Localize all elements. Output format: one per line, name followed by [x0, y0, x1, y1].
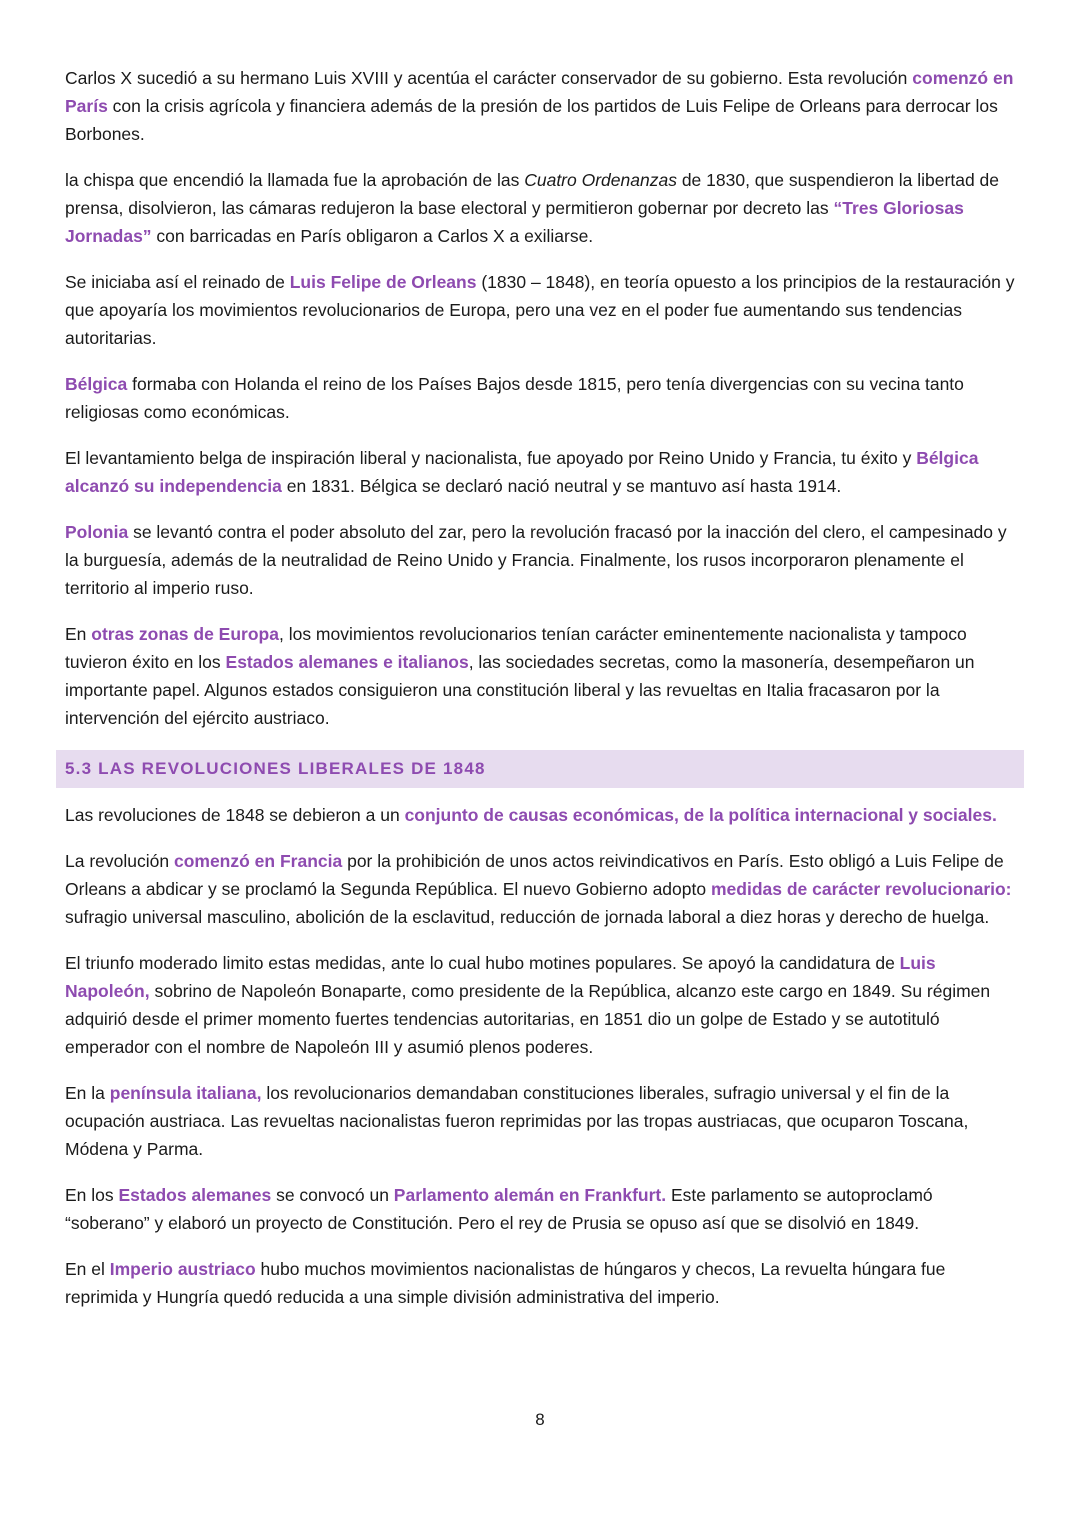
text-run: hubo muchos movimientos nacionalistas de húngaros y checos, La revuelta húngara fue reprimida y Hungría quedó reducida a una simple división administrativa del imperio.	[65, 1259, 946, 1307]
highlighted-term: Parlamento alemán en Frankfurt.	[393, 1185, 667, 1205]
text-run: La revolución	[65, 851, 174, 871]
highlighted-term: Imperio austriaco	[109, 1259, 256, 1279]
text-run: , los movimientos revolucionarios tenían carácter eminentemente nacionalista y tampoco tuvieron éxito en los	[65, 624, 967, 672]
text-run: con barricadas en París obligaron a Carlos X a exiliarse.	[151, 226, 594, 246]
text-run: Se iniciaba así el reinado de	[65, 272, 290, 292]
paragraph	[65, 847, 1015, 931]
text-run: se convocó un	[271, 1185, 394, 1205]
text-run: En los	[65, 1185, 119, 1205]
highlighted-term: Luis Napoleón,	[65, 953, 936, 1001]
text-run: Este parlamento se autoproclamó “soberano” y elaboró un proyecto de Constitución. Pero el rey de Prusia se opuso así que se disolvió en 1849.	[65, 1185, 933, 1233]
paragraph	[65, 1079, 1015, 1163]
text-run: en 1831. Bélgica se declaró nació neutral y se mantuvo así hasta 1914.	[281, 476, 842, 496]
paragraph	[65, 370, 1015, 426]
highlighted-term: medidas de carácter revolucionario:	[710, 879, 1012, 899]
text-run: de 1830, que suspendieron la libertad de prensa, disolvieron, las cámaras redujeron la base electoral y permitieron gobernar por decreto las	[65, 170, 1000, 218]
highlighted-term: Bélgica	[65, 374, 128, 394]
highlighted-term: Bélgica alcanzó su independencia	[65, 448, 979, 496]
paragraph	[65, 801, 1015, 829]
highlighted-term: comenzó en Francia	[173, 851, 343, 871]
section-heading: 5.3 LAS REVOLUCIONES LIBERALES DE 1848	[56, 750, 1024, 788]
highlighted-term: Estados alemanes e italianos	[225, 652, 469, 672]
text-run: la chispa que encendió la llamada fue la aprobación de las	[65, 170, 525, 190]
text-run: En la	[65, 1083, 110, 1103]
highlighted-term: península italiana,	[109, 1083, 262, 1103]
paragraph	[65, 268, 1015, 352]
highlighted-term: conjunto de causas económicas, de la política internacional y sociales.	[404, 805, 997, 825]
highlighted-term: Polonia	[65, 522, 129, 542]
document-page	[65, 64, 1015, 1329]
text-run: sobrino de Napoleón Bonaparte, como presidente de la República, alcanzo este cargo en 1849. Su régimen adquirió desde el primer momento fuertes tendencias autoritarias, en 1851 dio un golpe de Estado y se autotituló emperador con el nombre de Napoleón III y asumió plenos poderes.	[65, 981, 991, 1057]
text-run: En el	[65, 1259, 110, 1279]
highlighted-term: comenzó en París	[65, 68, 1014, 116]
paragraph	[65, 949, 1015, 1061]
paragraph	[65, 1255, 1015, 1311]
italic-term: Cuatro Ordenanzas	[524, 170, 677, 190]
text-run: , las sociedades secretas, como la masonería, desempeñaron un importante papel. Algunos estados consiguieron una constitución liberal y las revueltas en Italia fracasaron por la intervención del ejército austriaco.	[65, 652, 975, 728]
highlighted-term: Luis Felipe de Orleans	[289, 272, 477, 292]
text-run: por la prohibición de unos actos reivindicativos en París. Esto obligó a Luis Felipe de Orleans a abdicar y se proclamó la Segunda República. El nuevo Gobierno adopto	[65, 851, 1004, 899]
paragraph	[65, 444, 1015, 500]
text-run: (1830 – 1848), en teoría opuesto a los principios de la restauración y que apoyaría los movimientos revolucionarios de Europa, pero una vez en el poder fue aumentando sus tendencias autoritarias.	[65, 272, 1015, 348]
text-run: formaba con Holanda el reino de los Países Bajos desde 1815, pero tenía divergencias con su vecina tanto religiosas como económicas.	[65, 374, 964, 422]
page-number: 8	[535, 1410, 545, 1429]
text-run: El levantamiento belga de inspiración liberal y nacionalista, fue apoyado por Reino Unido y Francia, tu éxito y	[65, 448, 917, 468]
paragraph	[65, 64, 1015, 148]
paragraph	[65, 620, 1015, 732]
paragraph	[65, 166, 1015, 250]
paragraph	[65, 518, 1015, 602]
text-run: los revolucionarios demandaban constituciones liberales, sufragio universal y el fin de la ocupación austriaca. Las revueltas nacionalistas fueron reprimidas por las tropas austriacas, que ocuparon Toscana, Módena y Parma.	[65, 1083, 969, 1159]
text-run: Carlos X sucedió a su hermano Luis XVIII y acentúa el carácter conservador de su gobierno. Esta revolución	[65, 68, 913, 88]
text-run: con la crisis agrícola y financiera además de la presión de los partidos de Luis Felipe de Orleans para derrocar los Borbones.	[65, 96, 998, 144]
text-run: Las revoluciones de 1848 se debieron a un	[65, 805, 405, 825]
paragraph	[65, 1181, 1015, 1237]
text-run: se levantó contra el poder absoluto del zar, pero la revolución fracasó por la inacción del clero, el campesinado y la burguesía, además de la neutralidad de Reino Unido y Francia. Finalmente, los rusos incorporaron plenamente el territorio al imperio ruso.	[65, 522, 1007, 598]
text-run: sufragio universal masculino, abolición de la esclavitud, reducción de jornada laboral a diez horas y derecho de huelga.	[65, 907, 990, 927]
text-run: El triunfo moderado limito estas medidas, ante lo cual hubo motines populares. Se apoyó la candidatura de	[65, 953, 900, 973]
text-run: En	[65, 624, 92, 644]
highlighted-term: Estados alemanes	[118, 1185, 272, 1205]
highlighted-term: otras zonas de Europa	[91, 624, 279, 644]
highlighted-term: “Tres Gloriosas Jornadas”	[65, 198, 964, 246]
